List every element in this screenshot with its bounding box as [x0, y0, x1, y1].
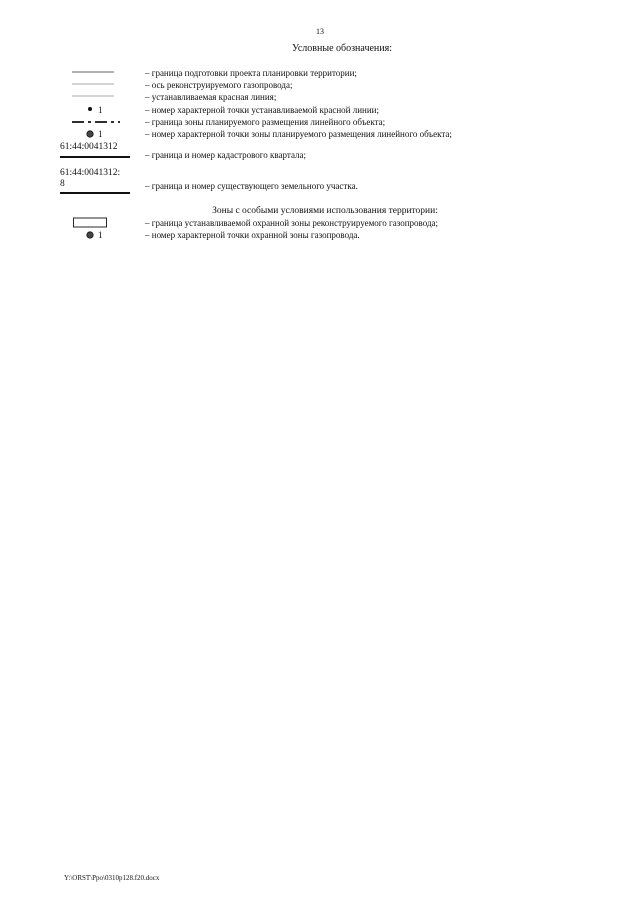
- legend-text: – граница зоны планируемого размещения линейного объекта;: [145, 117, 386, 127]
- legend-item-protection-zone-point: [60, 229, 620, 241]
- project-boundary-symbol: [60, 67, 145, 79]
- legend-item-red-line-point: [60, 104, 620, 116]
- land-plot-label-line2: 8: [60, 179, 65, 189]
- land-plot-label-line1: 61:44:0041312:: [60, 168, 121, 178]
- legend-item-project-boundary: [60, 67, 620, 79]
- legend-item-pipeline-axis: [60, 79, 620, 91]
- page-number: 13: [316, 27, 324, 36]
- legend-item-land-plot: [60, 168, 620, 198]
- cadastral-quarter-line: [60, 154, 145, 160]
- legend-text: – граница и номер существующего земельного участка.: [145, 181, 358, 191]
- legend-text: – граница подготовки проекта планировки территории;: [145, 68, 357, 78]
- legend-text: – номер характерной точки устанавливаемой красной линии;: [145, 105, 379, 115]
- protection-zone-symbol: [60, 217, 145, 229]
- legend-text: – граница и номер кадастрового квартала;: [145, 150, 307, 160]
- legend-heading: Условные обозначения:: [291, 43, 392, 54]
- pipeline-axis-symbol: [60, 79, 145, 91]
- land-plot-line: [60, 190, 145, 196]
- zones-heading: Зоны с особыми условиями использования территории:: [212, 206, 438, 216]
- ringed-point-symbol: [60, 229, 145, 241]
- legend-text: – номер характерной точки зоны планируемого размещения линейного объекта;: [145, 129, 452, 139]
- legend-text: – устанавливаемая красная линия;: [145, 92, 277, 102]
- legend-text: – номер характерной точки охранной зоны газопровода.: [145, 230, 360, 240]
- cadastral-quarter-label: 61:44:0041312: [60, 142, 118, 152]
- legend-item-cadastral-quarter: [60, 142, 620, 162]
- legend-item-protection-zone: [60, 217, 620, 229]
- legend-item-placement-zone: [60, 116, 620, 128]
- file-path-footer: Y:\ORST\Ppo\0310p128.f20.docx: [64, 874, 160, 882]
- point-label: 1: [98, 129, 103, 139]
- point-label: 1: [98, 230, 103, 240]
- legend-text: – граница устанавливаемой охранной зоны реконструируемого газопровода;: [145, 218, 439, 228]
- ringed-point-symbol: [60, 128, 145, 140]
- point-symbol: [60, 104, 145, 116]
- legend-item-placement-zone-point: [60, 128, 620, 140]
- legend-text: – ось реконструируемого газопровода;: [145, 80, 293, 90]
- red-line-symbol: [60, 91, 145, 103]
- placement-zone-symbol: [60, 116, 145, 128]
- point-label: 1: [98, 105, 103, 115]
- legend-item-red-line: [60, 91, 620, 103]
